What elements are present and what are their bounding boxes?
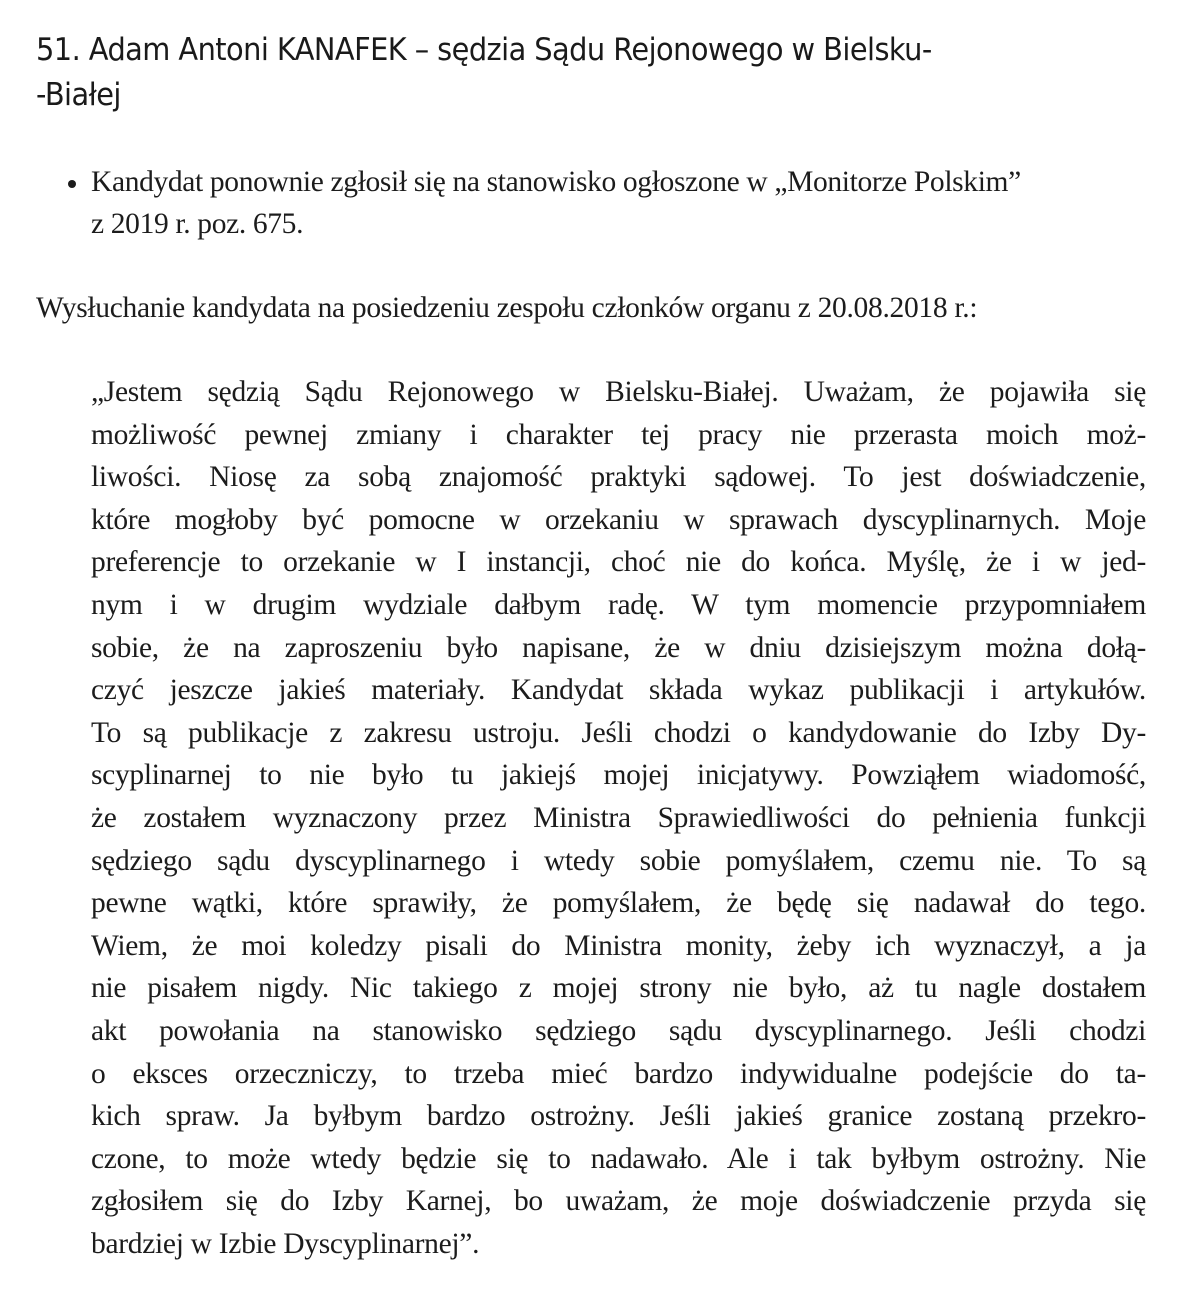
quote-line: możliwość pewnej zmiany i charakter tej pracy nie przerasta moich moż- [91,418,1146,451]
quote-line: pewne wątki, które sprawiły, że pomyślałem, że będę się nadawał do tego. [91,887,1146,920]
bullet-text-line: z 2019 r. poz. 675. [91,208,304,240]
quote-line: „Jestem sędzią Sądu Rejonowego w Bielsku-Białej. Uważam, że pojawiła się [91,376,1146,408]
quote-line: To są publikacje z zakresu ustroju. Jeśli chodzi o kandydowanie do Izby Dy- [91,716,1146,749]
quote-line: akt powołania na stanowisko sędziego sądu dyscyplinarnego. Jeśli chodzi [91,1014,1146,1047]
bullet-dot-icon [68,180,76,188]
quote-line: nie pisałem nigdy. Nic takiego z mojej strony nie było, aż tu nagle dostałem [91,972,1146,1005]
quote-line: preferencje to orzekanie w I instancji, choć nie do końca. Myślę, że i w jed- [91,546,1146,579]
bullet-item [62,161,1200,245]
quote-line: Wiem, że moi koledzy pisali do Ministra monity, żeby ich wyznaczył, a ja [91,929,1146,962]
quote-line: czone, to może wtedy będzie się to nadawało. Ale i tak byłbym ostrożny. Nie [91,1142,1146,1175]
quote-line: bardziej w Izbie Dyscyplinarnej”. [91,1227,480,1260]
heading-line-1: 51. Adam Antoni KANAFEK – sędzia Sądu Rejonowego w Bielsku- [36,32,932,68]
quote-line: nym i w drugim wydziale dałbym radę. W tym momencie przypomniałem [91,588,1146,621]
candidate-statement-quote [91,371,1146,1265]
quote-line: sędziego sądu dyscyplinarnego i wtedy sobie pomyślałem, czemu nie. To są [91,844,1146,877]
quote-line: scyplinarnej to nie było tu jakiejś mojej inicjatywy. Powziąłem wiadomość, [91,759,1146,792]
quote-line: o eksces orzeczniczy, to trzeba mieć bardzo indywidualne podejście do ta- [91,1057,1146,1090]
quote-line: sobie, że na zaproszeniu było napisane, że w dniu dzisiejszym można dołą- [91,631,1146,664]
heading-line-2: -Białej [36,77,121,113]
section-heading [36,28,1106,118]
quote-line: czyć jeszcze jakieś materiały. Kandydat składa wykaz publikacji i artykułów. [91,674,1146,707]
quote-line: że zostałem wyznaczony przez Ministra Sprawiedliwości do pełnienia funkcji [91,801,1146,834]
quote-line: kich spraw. Ja byłbym bardzo ostrożny. Jeśli jakieś granice zostaną przekro- [91,1100,1146,1133]
hearing-intro: Wysłuchanie kandydata na posiedzeniu zespołu członków organu z 20.08.2018 r.: [36,292,978,324]
quote-line: zgłosiłem się do Izby Karnej, bo uważam, że moje doświadczenie przyda się [91,1185,1146,1218]
quote-line: liwości. Niosę za sobą znajomość praktyki sądowej. To jest doświadczenie, [91,461,1146,494]
bullet-text-line: Kandydat ponownie zgłosił się na stanowisko ogłoszone w „Monitorze Polskim” [91,166,1021,198]
quote-line: które mogłoby być pomocne w orzekaniu w sprawach dyscyplinarnych. Moje [91,503,1146,536]
bullet-list [62,161,1200,245]
